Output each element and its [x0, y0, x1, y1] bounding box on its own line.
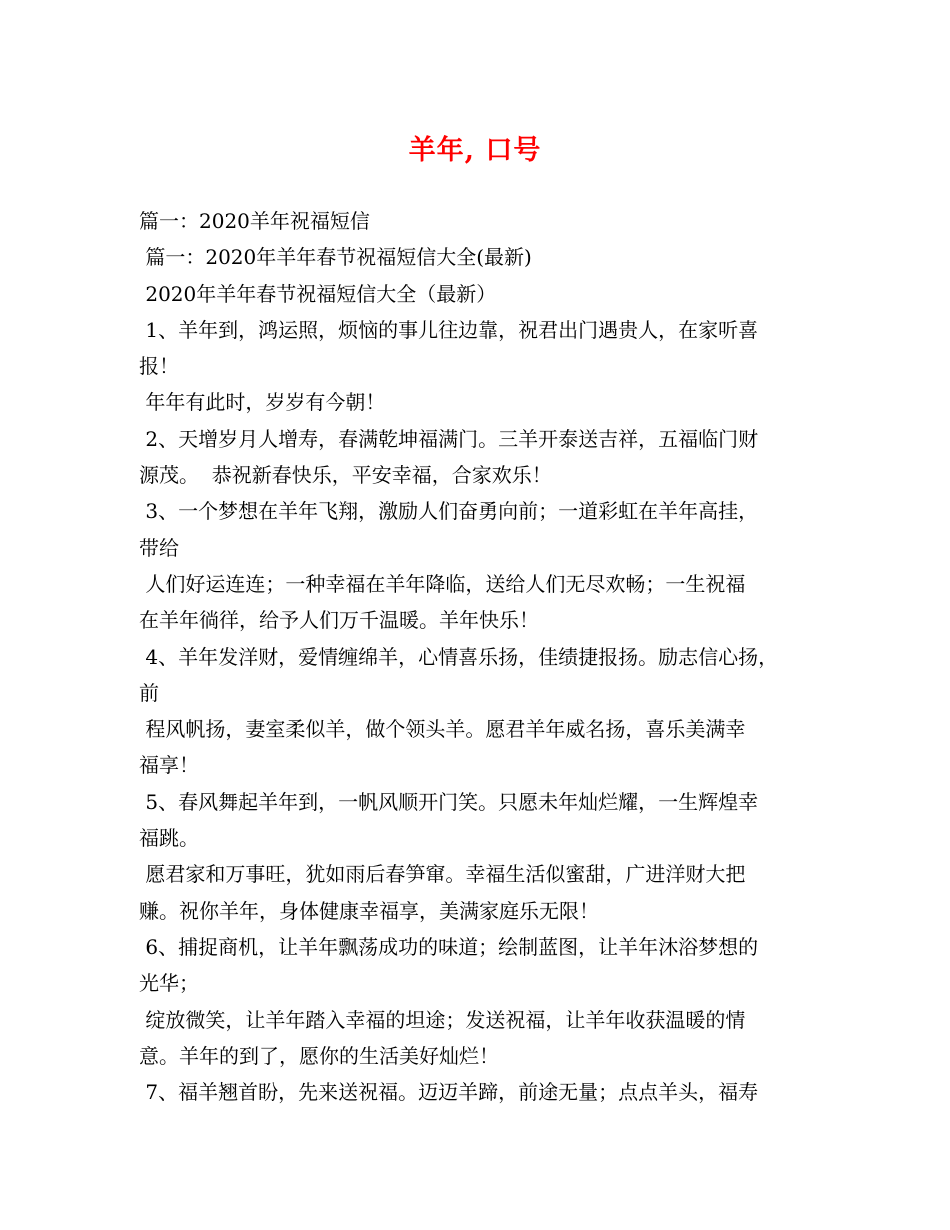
text-line: 在羊年徜徉，给予人们万千温暖。羊年快乐！ — [139, 608, 539, 633]
text-line: 赚。祝你羊年，身体健康幸福享，美满家庭乐无限！ — [139, 898, 599, 923]
document-body — [139, 203, 829, 1110]
text-line: 7、福羊翘首盼，先来送祝福。迈迈羊蹄，前途无量；点点羊头，福寿 — [139, 1080, 759, 1105]
text-line: 5、春风舞起羊年到，一帆风顺开门笑。只愿未年灿烂耀，一生辉煌幸 — [139, 789, 759, 814]
text-line: 前 — [139, 680, 159, 705]
text-line: 光华； — [139, 971, 199, 996]
text-line: 福跳。 — [139, 826, 199, 851]
text-line: 福享！ — [139, 753, 199, 778]
text-line: 1、羊年到，鸿运照，烦恼的事儿往边靠，祝君出门遇贵人，在家听喜 — [139, 317, 759, 342]
text-line: 意。羊年的到了，愿你的生活美好灿烂！ — [139, 1043, 499, 1068]
document-title: 羊年, 口号 — [408, 135, 542, 166]
text-line: 人们好运连连；一种幸福在羊年降临，送给人们无尽欢畅；一生祝福 — [139, 571, 746, 596]
text-line: 3、一个梦想在羊年飞翔，激励人们奋勇向前；一道彩虹在羊年高挂， — [139, 499, 759, 524]
text-line: 2020年羊年春节祝福短信大全（最新） — [139, 281, 497, 306]
text-line: 绽放微笑，让羊年踏入幸福的坦途；发送祝福，让羊年收获温暖的情 — [139, 1007, 746, 1032]
text-line: 年年有此时，岁岁有今朝！ — [139, 390, 386, 415]
text-line: 程风帆扬，妻室柔似羊，做个领头羊。愿君羊年威名扬，喜乐美满幸 — [139, 717, 746, 742]
text-line: 愿君家和万事旺，犹如雨后春笋窜。幸福生活似蜜甜，广进洋财大把 — [139, 862, 746, 887]
text-line: 6、捕捉商机，让羊年飘荡成功的味道；绘制蓝图，让羊年沐浴梦想的 — [139, 934, 759, 959]
text-line: 2、天增岁月人增寿，春满乾坤福满门。三羊开泰送吉祥，五福临门财 — [139, 426, 759, 451]
text-line: 4、羊年发洋财，爱情缠绵羊，心情喜乐扬，佳绩捷报扬。励志信心扬， — [139, 644, 779, 669]
text-line: 篇一：2020羊年祝福短信 — [139, 209, 370, 233]
text-line: 带给 — [139, 535, 179, 560]
text-line: 报！ — [139, 354, 179, 379]
text-line: 篇一：2020年羊年春节祝福短信大全(最新) — [139, 245, 532, 270]
text-line: 源茂。 恭祝新春快乐，平安幸福，合家欢乐！ — [139, 463, 552, 488]
